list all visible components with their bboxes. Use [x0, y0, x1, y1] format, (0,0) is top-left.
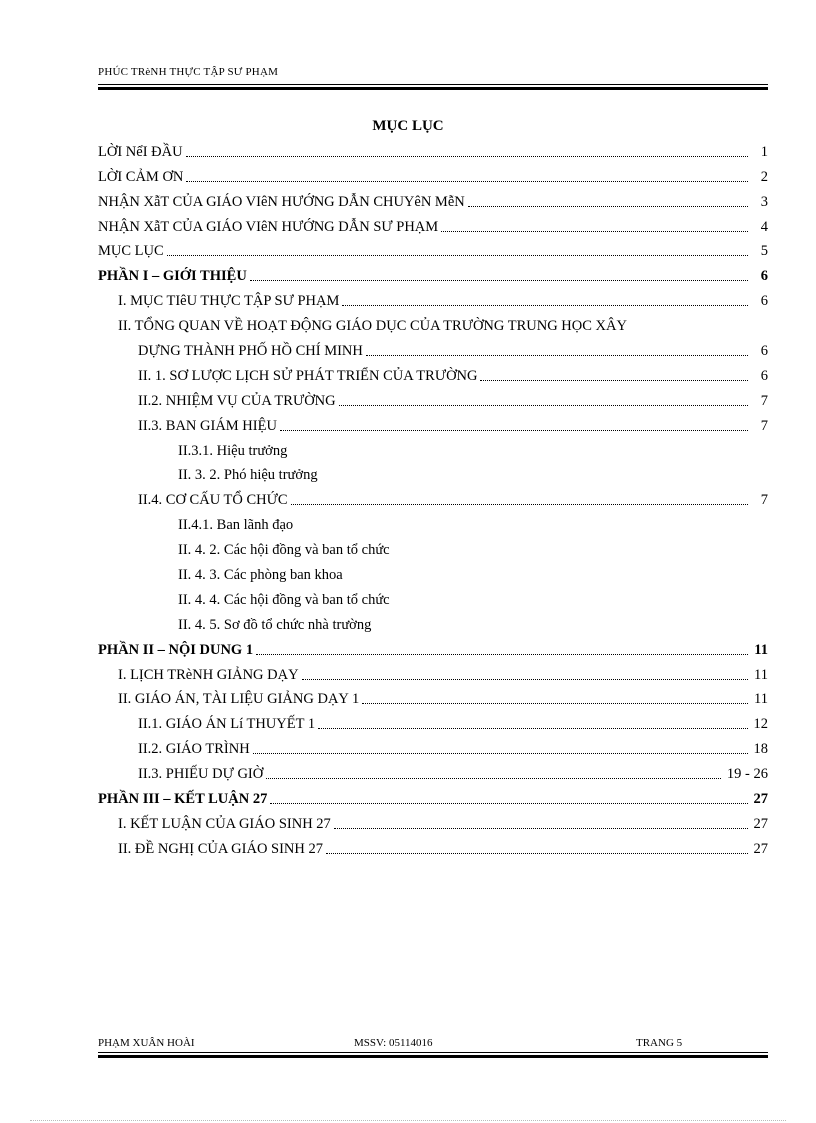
toc-entry[interactable]: II.4.1. Ban lãnh đạo [178, 517, 294, 534]
toc-entry[interactable]: II.2. NHIỆM VỤ CỦA TRƯỜNG 7 [138, 392, 768, 409]
footer-rule-thin [98, 1052, 768, 1053]
footer-page-number: TRANG 5 [636, 1037, 683, 1049]
toc-entry[interactable]: II. ĐỀ NGHỊ CỦA GIÁO SINH 27 27 [118, 840, 768, 857]
footer-author: PHẠM XUÂN HOÀI [98, 1037, 195, 1049]
toc-entry[interactable]: II. GIÁO ÁN, TÀI LIỆU GIẢNG DẠY 1 11 [118, 691, 768, 708]
toc-entry[interactable]: LỜI CẢM ƠN 2 [98, 168, 768, 185]
running-header: PHÚC TRèNH THỰC TẬP SƯ PHẠM [98, 66, 279, 78]
toc-entry[interactable]: II.4. CƠ CẤU TỔ CHỨC 7 [138, 492, 768, 509]
toc-entry[interactable]: LỜI NểI ĐẦU 1 [98, 143, 768, 160]
toc-entry[interactable]: NHẬN XẫT CỦA GIÁO VIêN HƯỚNG DẪN SƯ PHẠM 4 [98, 218, 768, 235]
header-rule-thin [98, 84, 768, 85]
toc-entry[interactable]: II. 4. 4. Các hội đồng và ban tổ chức [178, 591, 390, 608]
toc-entry[interactable]: I. LỊCH TRèNH GIẢNG DẠY 11 [118, 666, 768, 683]
page-edge-dots [30, 1119, 786, 1121]
toc-entry[interactable]: II.3.1. Hiệu trưởng [178, 442, 288, 459]
footer-student-id: MSSV: 05114016 [354, 1037, 433, 1049]
toc-entry-continuation[interactable]: DỰNG THÀNH PHỐ HỒ CHÍ MINH 6 [138, 343, 768, 360]
table-of-contents [98, 136, 768, 858]
toc-entry-part-2[interactable]: PHẦN II – NỘI DUNG 1 11 [98, 641, 768, 658]
header-rule-thick [98, 87, 768, 90]
toc-entry[interactable]: II. 4. 3. Các phòng ban khoa [178, 567, 343, 584]
toc-entry[interactable]: II. 4. 5. Sơ đồ tổ chức nhà trường [178, 616, 372, 633]
toc-entry[interactable]: I. MỤC TIêU THỰC TẬP SƯ PHẠM 6 [118, 293, 768, 310]
toc-entry-part-3[interactable]: PHẦN III – KẾT LUẬN 27 27 [98, 791, 768, 808]
toc-entry[interactable]: II.1. GIÁO ÁN Lí THUYẾT 1 12 [138, 716, 768, 733]
toc-entry[interactable]: II. TỔNG QUAN VỀ HOẠT ĐỘNG GIÁO DỤC CỦA TRƯỜNG TRUNG HỌC XÂY [118, 318, 627, 335]
toc-title: MỤC LỤC [372, 118, 444, 134]
toc-entry[interactable]: II.3. BAN GIÁM HIỆU 7 [138, 417, 768, 434]
toc-entry[interactable]: II.3. PHIẾU DỰ GIỜ 19 - 26 [138, 766, 768, 783]
toc-entry[interactable]: NHẬN XẫT CỦA GIÁO VIêN HƯỚNG DẪN CHUYêN MễN 3 [98, 193, 768, 210]
toc-entry[interactable]: II. 1. SƠ LƯỢC LỊCH SỬ PHÁT TRIỂN CỦA TRƯỜNG 6 [138, 367, 768, 384]
toc-entry[interactable]: II. 4. 2. Các hội đồng và ban tổ chức [178, 542, 390, 559]
toc-entry-part-1[interactable]: PHẦN I – GIỚI THIỆU 6 [98, 268, 768, 285]
footer-rule-thick [98, 1055, 768, 1058]
toc-entry[interactable]: I. KẾT LUẬN CỦA GIÁO SINH 27 27 [118, 815, 768, 832]
toc-entry[interactable]: II.2. GIÁO TRÌNH 18 [138, 741, 768, 758]
toc-entry[interactable]: MỤC LỤC 5 [98, 243, 768, 260]
toc-entry[interactable]: II. 3. 2. Phó hiệu trưởng [178, 467, 318, 484]
